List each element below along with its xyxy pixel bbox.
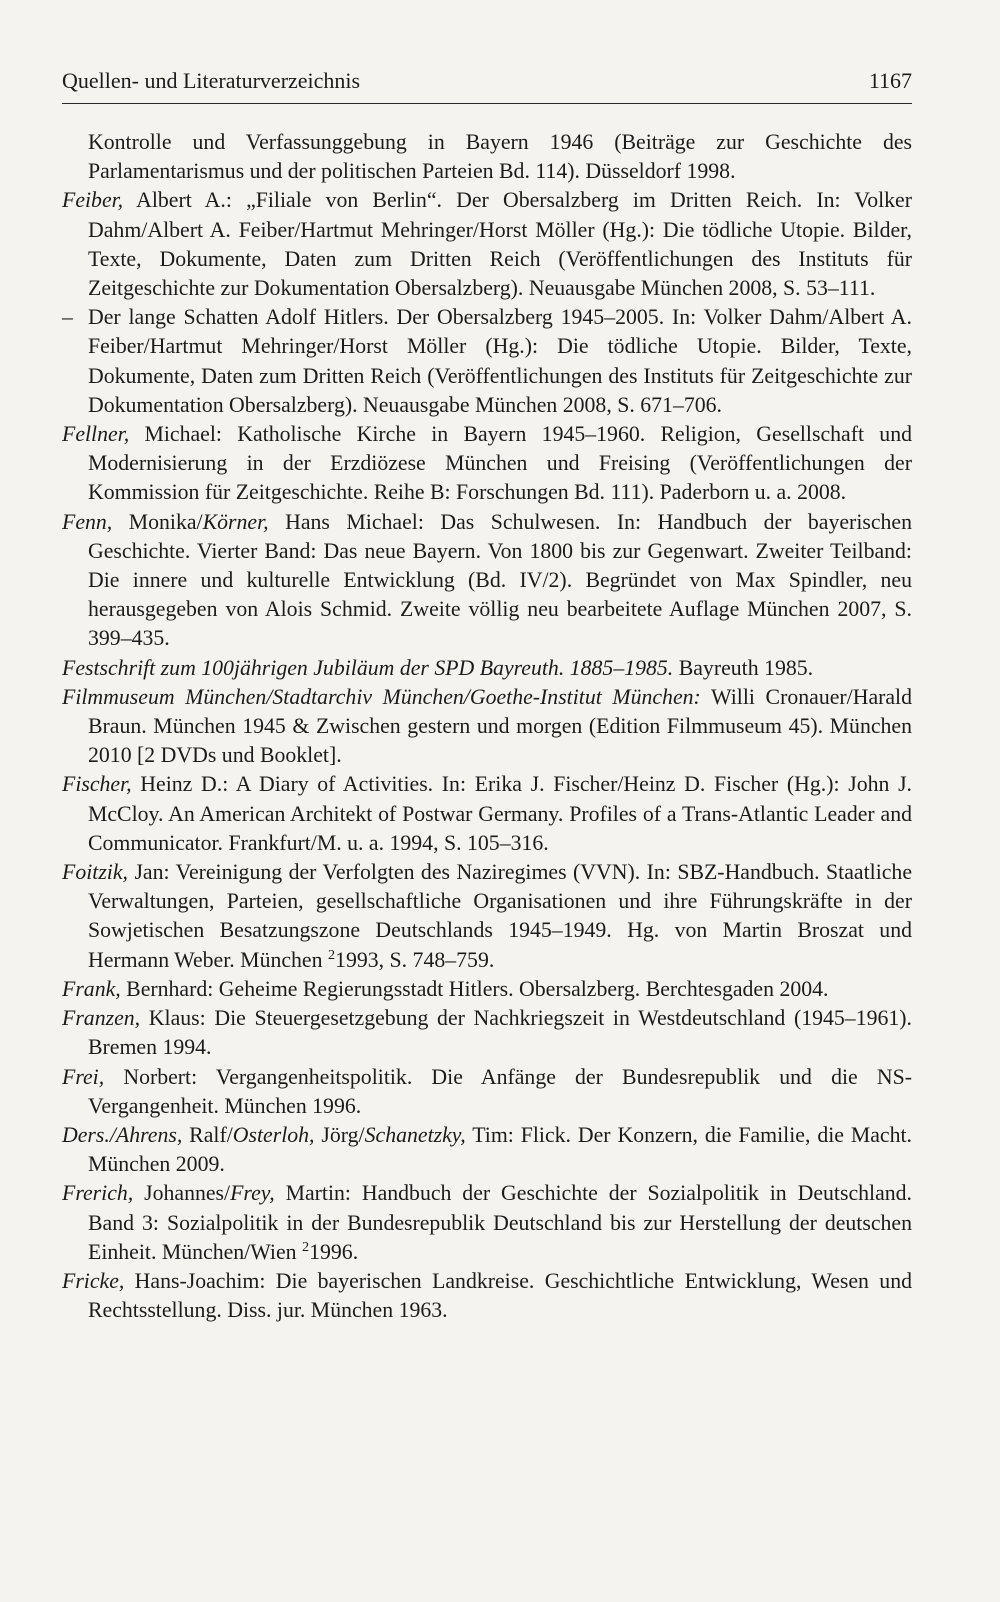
bibliography-entry: [62, 303, 912, 420]
entry-author: Fellner,: [62, 422, 130, 447]
entry-author: Osterloh,: [232, 1122, 315, 1147]
entry-text: Klaus: Die Steuergesetzgebung der Nachkriegszeit in Westdeutschland (1945–1961). Bremen 1994.: [88, 1006, 912, 1060]
entry-author: Franzen,: [62, 1006, 141, 1031]
entry-author: Feiber,: [62, 188, 124, 213]
edition-superscript: 2: [327, 946, 336, 963]
bibliography-list: [62, 128, 912, 1325]
entry-author: Fischer,: [62, 772, 132, 797]
entry-text: Bayreuth 1985.: [673, 655, 814, 680]
bibliography-entry: [62, 1063, 912, 1121]
entry-author: Fenn,: [62, 509, 113, 534]
entry-text: Hans Michael: Das Schulwesen. In: Handbuch der bayerischen Geschichte. Vierter Band: Das neue Bayern. Von 1800 bis zur Gegenwart. Zweiter Teilband: Die innere und kulturelle Entwicklung (Bd. IV/2). Begründet von Max Spindler, neu herausgegeben von Alois Schmid. Zweite völlig neu bearbeitete Auflage München 2007, S. 399–435.: [88, 509, 913, 651]
bibliography-entry: [62, 770, 912, 858]
running-header: [62, 68, 912, 94]
entry-text: Albert A.: „Filiale von Berlin“. Der Obersalzberg im Dritten Reich. In: Volker Dahm/Albert A. Feiber/Hartmut Mehringer/Horst Möller (Hg.): Die tödliche Utopie. Bilder, Texte, Dokumente, Daten zum Dritten Reich (Veröffentlichungen des Instituts für Zeitgeschichte zur Dokumentation Obersalzberg). Neuausgabe München 2008, S. 53–111.: [88, 188, 912, 301]
bibliography-entry: [62, 186, 912, 303]
entry-text: Bernhard: Geheime Regierungsstadt Hitlers. Obersalzberg. Berchtesgaden 2004.: [120, 976, 829, 1001]
page-number: 1167: [868, 68, 912, 93]
entry-author: Schanetzky,: [364, 1122, 466, 1147]
entry-author: Ders./Ahrens,: [62, 1122, 183, 1147]
bibliography-entry: [62, 1121, 912, 1179]
entry-author: Frey,: [230, 1181, 275, 1206]
entry-text: Jan: Vereinigung der Verfolgten des Naziregimes (VVN). In: SBZ-Handbuch. Staatliche Verwaltungen, Parteien, gesellschaftliche Organisationen und ihre Führungskräfte in der Sowjetischen Besatzungszone Deutschlands 1945–1949. Hg. von Martin Broszat und Hermann Weber. München: [88, 860, 912, 972]
entry-text: Tim: Flick. Der Konzern, die Familie, die Macht. München 2009.: [88, 1122, 912, 1177]
bibliography-entry: [62, 683, 912, 771]
ditto-dash: –: [62, 305, 73, 330]
bibliography-entry: [62, 654, 912, 683]
entry-text: Martin: Handbuch der Geschichte der Sozialpolitik in Deutschland. Band 3: Sozialpolitik in der Bundesrepublik Deutschland bis zur Herstellung der deutschen Einheit. München/Wien: [88, 1181, 912, 1264]
running-title: Quellen- und Literaturverzeichnis: [62, 68, 361, 93]
header-rule: [62, 103, 912, 104]
entry-author: Frerich,: [62, 1181, 134, 1206]
bibliography-entry: [62, 1267, 912, 1325]
entry-text: Norbert: Vergangenheitspolitik. Die Anfänge der Bundesrepublik und die NS-Vergangenheit. München 1996.: [88, 1064, 912, 1118]
bibliography-entry: [62, 858, 912, 975]
bibliography-entry: [62, 508, 912, 654]
entry-text: Kontrolle und Verfassunggebung in Bayern 1946 (Beiträge zur Geschichte des Parlamentarismus und der politischen Parteien Bd. 114). Düsseldorf 1998.: [88, 130, 912, 184]
entry-text: Jörg/: [314, 1122, 365, 1147]
entry-text: Heinz D.: A Diary of Activities. In: Erika J. Fischer/Heinz D. Fischer (Hg.): John J. McCloy. An American Architekt of Postwar Germany. Profiles of a Trans-Atlantic Leader and Communicator. Frankfurt/M. u. a. 1994, S. 105–316.: [88, 772, 912, 855]
entry-author: Körner,: [202, 509, 269, 534]
entry-text: Michael: Katholische Kirche in Bayern 1945–1960. Religion, Gesellschaft und Modernisierung in der Erzdiözese München und Freising (Veröffentlichungen der Kommission für Zeitgeschichte. Reihe B: Forschungen Bd. 111). Paderborn u. a. 2008.: [88, 422, 912, 505]
entry-text: Der lange Schatten Adolf Hitlers. Der Obersalzberg 1945–2005. In: Volker Dahm/Albert A. Feiber/Hartmut Mehringer/Horst Möller (Hg.): Die tödliche Utopie. Bilder, Texte, Dokumente, Daten zum Dritten Reich (Veröffentlichungen des Instituts für Zeitgeschichte zur Dokumentation Obersalzberg). Neuausgabe München 2008, S. 671–706.: [88, 305, 912, 417]
entry-title: Festschrift zum 100jährigen Jubiläum der SPD Bayreuth. 1885–1985.: [62, 655, 674, 680]
bibliography-entry: [62, 1004, 912, 1062]
entry-text: Hans-Joachim: Die bayerischen Landkreise. Geschichtliche Entwicklung, Wesen und Rechtsstellung. Diss. jur. München 1963.: [88, 1268, 912, 1323]
entry-author: Filmmuseum München/Stadtarchiv München/Goethe-Institut München:: [62, 684, 701, 709]
edition-superscript: 2: [302, 1238, 310, 1255]
entry-author: Frei,: [62, 1064, 105, 1089]
entry-author: Foitzik,: [62, 860, 128, 885]
bibliography-entry: [62, 420, 912, 508]
entry-text: Monika/: [112, 509, 203, 534]
entry-text: 1993, S. 748–759.: [335, 947, 495, 972]
bibliography-entry: [62, 975, 912, 1004]
entry-text: Ralf/: [182, 1122, 233, 1147]
entry-author: Fricke,: [62, 1268, 125, 1293]
entry-text: 1996.: [309, 1239, 359, 1264]
bibliography-entry: [62, 128, 912, 186]
entry-text: Johannes/: [133, 1181, 231, 1206]
entry-text: Willi Cronauer/Harald Braun. München 1945 & Zwischen gestern und morgen (Edition Filmmuseum 45). München 2010 [2 DVDs und Booklet].: [88, 684, 913, 768]
bibliography-entry: [62, 1179, 912, 1267]
entry-author: Frank,: [62, 976, 121, 1001]
